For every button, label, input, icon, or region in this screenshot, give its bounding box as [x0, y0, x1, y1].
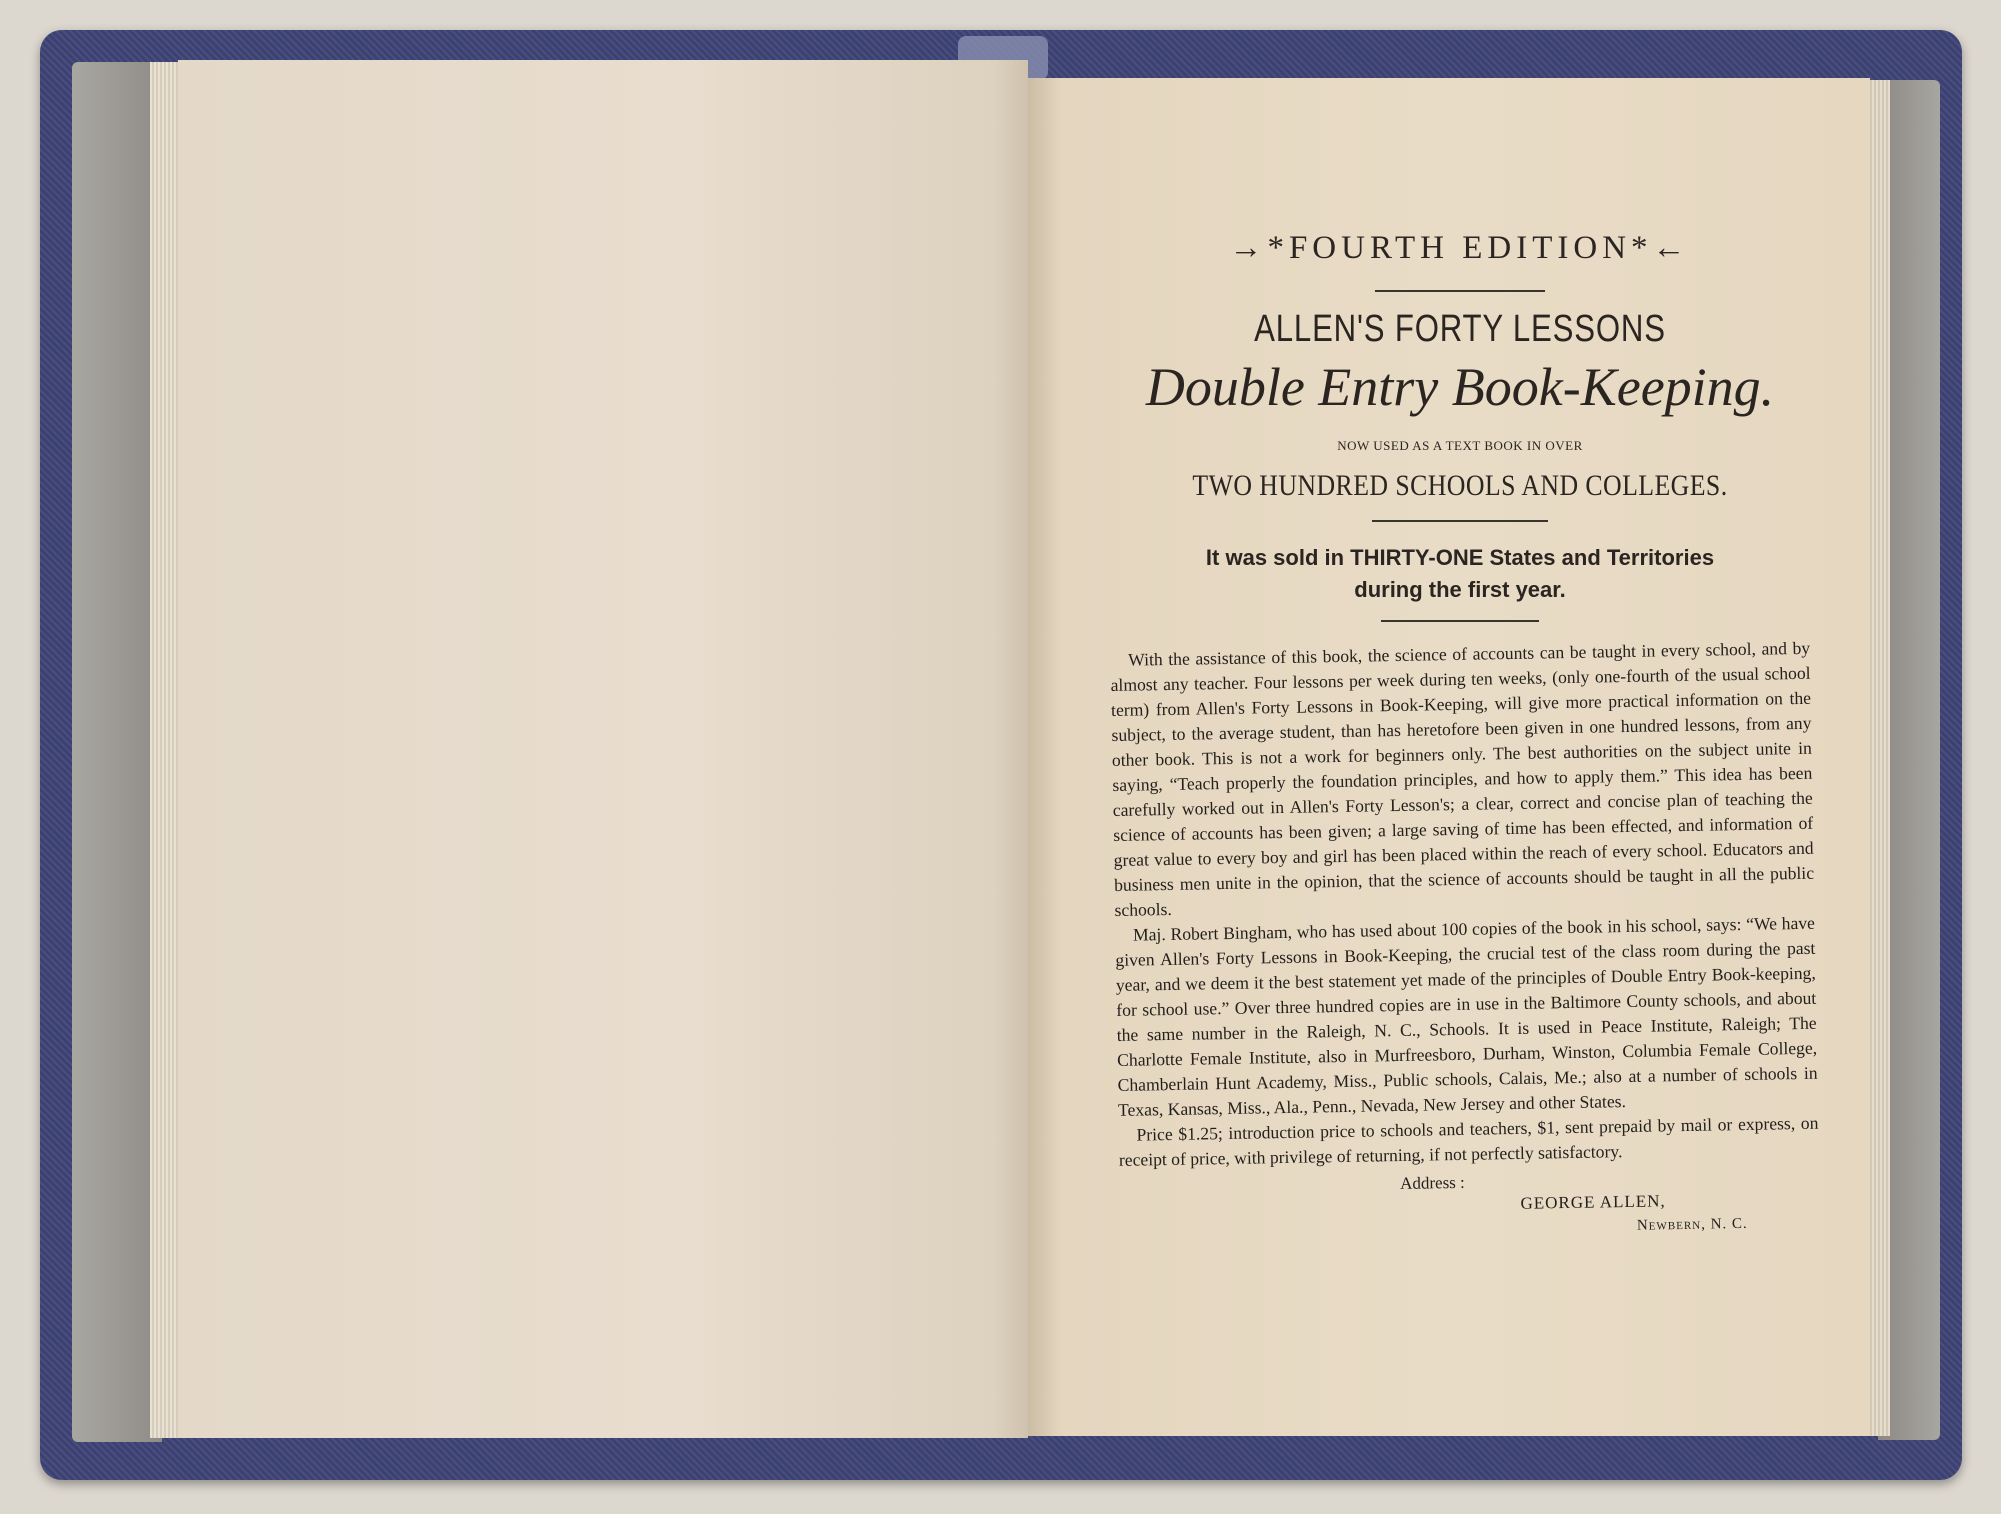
sales-line-2: during the first year. — [1354, 577, 1566, 602]
left-endpaper — [72, 62, 162, 1442]
address-block — [1110, 1167, 1811, 1249]
book-title: ALLEN'S FORTY LESSONS — [1254, 308, 1666, 350]
paragraph: Price $1.25; introduction price to schools and teachers, $1, sent prepaid by mail or express, on receipt of price, with privilege of returning, if not perfectly satisfactory. — [1118, 1112, 1819, 1170]
address-name: GEORGE ALLEN, — [1520, 1191, 1666, 1213]
divider-rule — [1372, 520, 1548, 522]
left-page-edges — [150, 62, 180, 1438]
right-page-edges — [1868, 80, 1890, 1436]
usage-line: NOW USED AS A TEXT BOOK IN OVER — [1337, 438, 1583, 453]
divider-rule — [1381, 620, 1539, 622]
divider-rule — [1375, 290, 1545, 292]
address-label: Address : — [1399, 1172, 1465, 1193]
paragraph: With the assistance of this book, the science of accounts can be taught in every school, and by almost any teacher. Four lessons per week during ten weeks, (only one-fourth of the usual school term) from Allen's Forty Lessons in Book-Keeping, will give more practical information on the subject, to the average student, than has heretofore been given in one hundred lessons, from any other book. This is not a work for beginners only. The best authorities on the subject unite in saying, “Teach properly the foundation principles, and how to apply them.” This idea has been carefully worked out in Allen's Forty Lesson's; a clear, correct and concise plan of teaching the science of accounts has been given; a large saving of time has been effected, and information of great value to every boy and girl has been placed within the reach of every school. Educators and business men unite in the opinion, that the science of accounts should be taught in all the public schools. — [1110, 637, 1815, 920]
address-city: Newbern, N. C. — [1636, 1215, 1748, 1234]
body-text — [1110, 636, 1819, 1173]
sales-line: It was sold in THIRTY-ONE States and Territories — [1205, 545, 1715, 570]
book-subtitle: Double Entry Book-Keeping. — [1145, 357, 1775, 417]
edition-heading: →*FOURTH EDITION*← — [1229, 230, 1691, 266]
schools-line: TWO HUNDRED SCHOOLS AND COLLEGES. — [1192, 469, 1728, 502]
advertisement-content — [1110, 218, 1819, 1249]
blank-left-page — [178, 60, 1028, 1438]
paragraph: Maj. Robert Bingham, who has used about 100 copies of the book in his school, says: “We have given Allen's Forty Lessons in Book-Keeping, the crucial test of the class room during the past year, and we deem it the best statement yet made of the principles of Double Entry Book-keeping, for school use.” Over three hundred copies are in use in the Baltimore County schools, and about the same number in the Raleigh, N. C., Schools. It is used in Peace Institute, Raleigh; The Charlotte Female Institute, also in Murfreesboro, Durham, Winston, Columbia Female College, Chamberlain Hunt Academy, Miss., Public schools, Calais, Me.; also at a number of schools in Texas, Kansas, Miss., Ala., Penn., Nevada, New Jersey and other States. — [1115, 912, 1818, 1120]
